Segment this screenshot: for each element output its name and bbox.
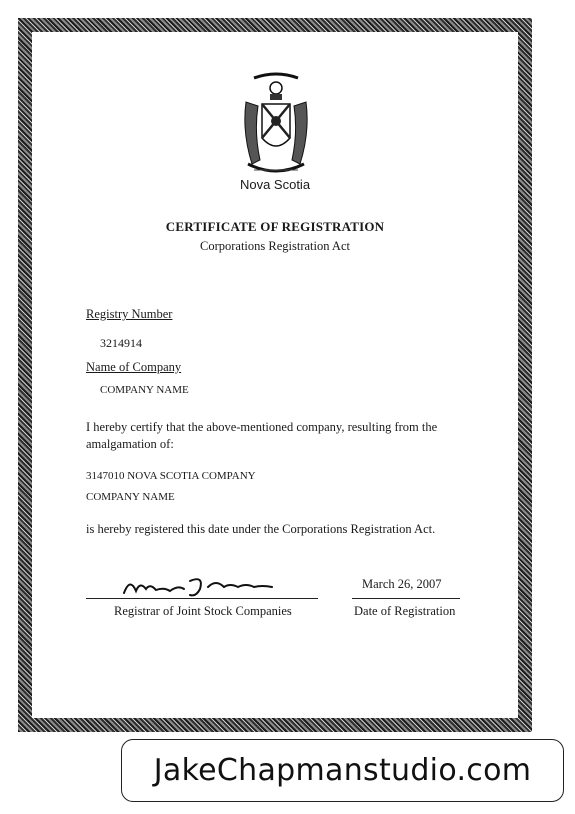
watermark-text: JakeChapmanstudio.com [153, 753, 532, 788]
certificate-subtitle: Corporations Registration Act [200, 239, 350, 253]
registrar-label: Registrar of Joint Stock Companies [114, 604, 292, 618]
registry-number-label: Registry Number [86, 307, 173, 321]
amalgamated-company-1: 3147010 NOVA SCOTIA COMPANY [86, 470, 256, 482]
company-name-value: COMPANY NAME [100, 384, 189, 396]
registration-statement: is hereby registered this date under the Corporations Registration Act. [86, 522, 436, 536]
company-name-label: Name of Company [86, 360, 182, 374]
registrar-signature-line [86, 598, 318, 599]
coat-of-arms-icon [240, 72, 312, 184]
registrar-signature-icon [120, 573, 280, 599]
registry-number-value: 3214914 [100, 336, 142, 350]
province-name: Nova Scotia [239, 177, 311, 192]
amalgamated-company-2: COMPANY NAME [86, 491, 175, 503]
date-label: Date of Registration [354, 604, 456, 618]
registration-date: March 26, 2007 [362, 577, 442, 591]
watermark-box [121, 739, 564, 802]
date-signature-line [352, 598, 460, 599]
certificate-title: CERTIFICATE OF REGISTRATION [165, 219, 385, 234]
certify-statement: I hereby certify that the above-mentioned company, resulting from the amalgamation of: [86, 420, 438, 451]
